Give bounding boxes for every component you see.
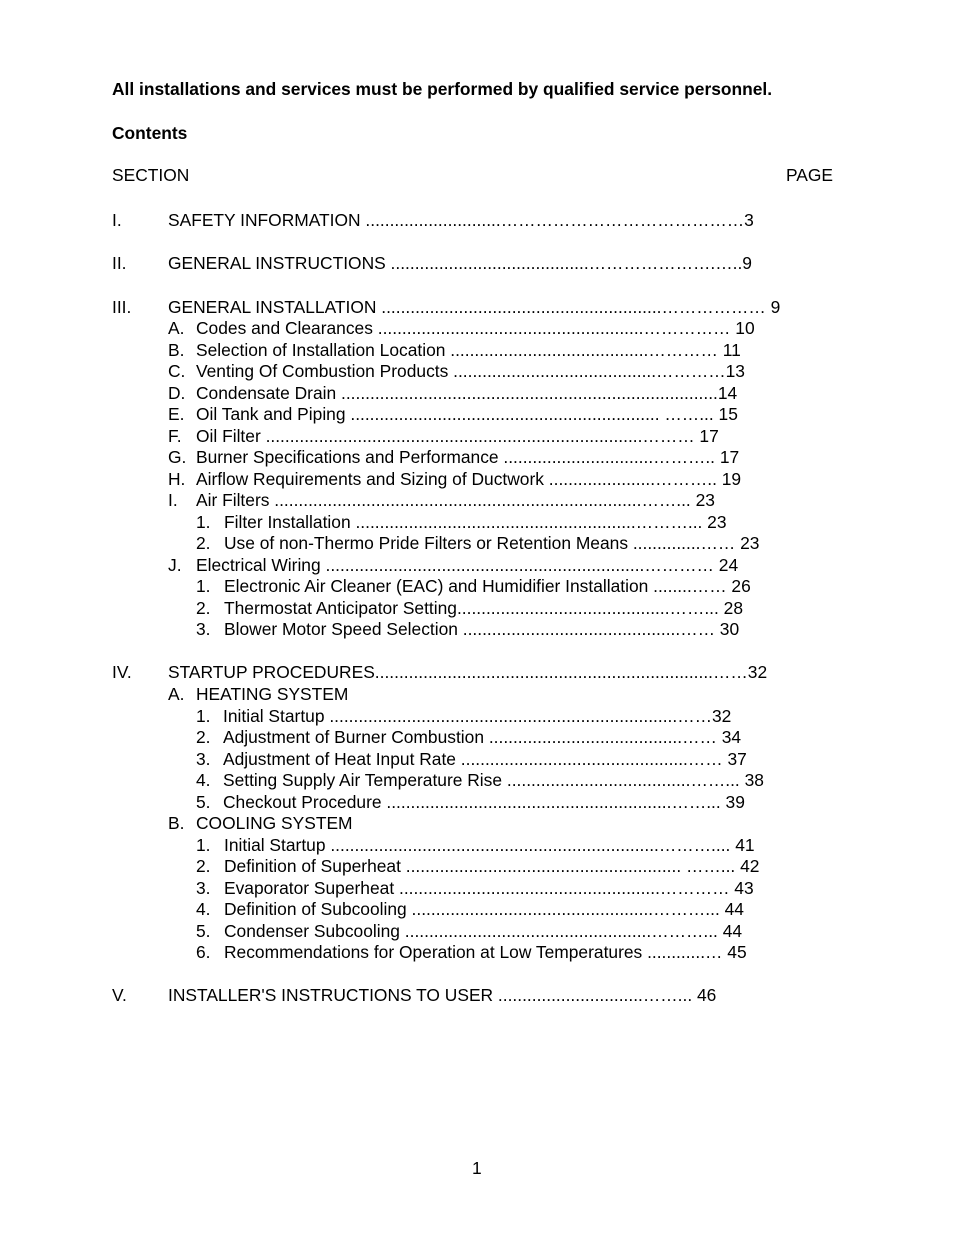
toc-entry[interactable]: [0, 706, 954, 726]
toc-entry-number: 2.: [196, 598, 211, 618]
toc-entry-title: Initial Startup ....................................................................……….... 41: [224, 835, 755, 855]
toc-entry[interactable]: [0, 878, 954, 898]
page-number: 1: [472, 1158, 482, 1178]
toc-entry[interactable]: [0, 835, 954, 855]
toc-entry-number: E.: [168, 404, 185, 424]
toc-entry-number: I.: [112, 210, 122, 230]
toc-entry-number: H.: [168, 469, 186, 489]
toc-entry-number: 6.: [196, 942, 211, 962]
toc-entry[interactable]: [0, 210, 954, 230]
toc-entry-title: Oil Tank and Piping ................................................................ ……... 15: [196, 404, 738, 424]
toc-entry-title: Burner Specifications and Performance ...............................……….. 17: [196, 447, 740, 467]
toc-entry-number: G.: [168, 447, 187, 467]
toc-entry-number: IV.: [112, 662, 132, 682]
toc-entry-title: Use of non-Thermo Pride Filters or Retention Means ..............…… 23: [224, 533, 760, 553]
toc-entry-number: B.: [168, 340, 185, 360]
toc-entry-title: Thermostat Anticipator Setting............................................……... 28: [224, 598, 744, 618]
toc-entry-number: 3.: [196, 619, 211, 639]
toc-entry[interactable]: [0, 297, 954, 317]
toc-entry-title: Blower Motor Speed Selection .............................................…… 30: [224, 619, 740, 639]
toc-entry-title: COOLING SYSTEM: [196, 813, 353, 833]
toc-entry-number: B.: [168, 813, 185, 833]
toc-entry[interactable]: [0, 404, 954, 424]
toc-entry-number: 1.: [196, 835, 211, 855]
page-column-label: PAGE: [786, 165, 834, 185]
toc-entry-title: Adjustment of Burner Combustion ........................................…… 34: [223, 727, 742, 747]
toc-entry-number: 1.: [196, 576, 211, 596]
toc-entry[interactable]: [0, 619, 954, 639]
toc-entry-number: II.: [112, 253, 127, 273]
toc-entry-number: 4.: [196, 899, 211, 919]
toc-entry-title: Oil Filter ..............................................................................……… 17: [196, 426, 719, 446]
toc-entry-number: 3.: [196, 749, 211, 769]
toc-entry[interactable]: [0, 662, 954, 682]
toc-entry-title: Setting Supply Air Temperature Rise ......................................……... 38: [223, 770, 764, 790]
toc-entry[interactable]: [0, 340, 954, 360]
toc-entry[interactable]: [0, 253, 954, 273]
toc-entry-number: 1.: [196, 706, 211, 726]
toc-entry-number: 5.: [196, 792, 211, 812]
toc-entry-title: Airflow Requirements and Sizing of Ductwork ......................……….. 19: [196, 469, 742, 489]
section-column-label: SECTION: [112, 165, 190, 185]
toc-entry[interactable]: [0, 490, 954, 510]
toc-entry[interactable]: [0, 555, 954, 575]
toc-entry-number: A.: [168, 318, 185, 338]
contents-heading: Contents: [112, 123, 188, 143]
toc-entry[interactable]: [0, 942, 954, 962]
toc-entry-title: GENERAL INSTALLATION ..........................................................……………… 9: [168, 297, 781, 317]
toc-entry-title: Electronic Air Cleaner (EAC) and Humidifier Installation ........…… 26: [224, 576, 751, 596]
toc-entry[interactable]: [0, 598, 954, 618]
toc-entry-number: D.: [168, 383, 186, 403]
toc-entry[interactable]: [0, 684, 954, 704]
toc-entry-title: Codes and Clearances .......................................................…………… 10: [196, 318, 755, 338]
toc-entry-title: Definition of Subcooling ..................................................………... 44: [224, 899, 744, 919]
toc-entry-number: I.: [168, 490, 178, 510]
toc-entry-number: C.: [168, 361, 186, 381]
toc-entry-title: Definition of Superheat ......................................................... ……... 42: [224, 856, 760, 876]
toc-entry[interactable]: [0, 770, 954, 790]
toc-entry[interactable]: [0, 792, 954, 812]
toc-entry-title: STARTUP PROCEDURES......................................................................……32: [168, 662, 768, 682]
toc-entry[interactable]: [0, 899, 954, 919]
toc-entry[interactable]: [0, 921, 954, 941]
toc-entry-title: GENERAL INSTRUCTIONS .........................................………………….…..9: [168, 253, 752, 273]
toc-entry-number: 3.: [196, 878, 211, 898]
toc-entry-title: Condensate Drain ..............................................................................14: [196, 383, 738, 403]
toc-entry-title: Venting Of Combustion Products ..........................................…………13: [196, 361, 745, 381]
toc-entry[interactable]: [0, 361, 954, 381]
safety-notice: All installations and services must be performed by qualified service personnel.: [112, 79, 773, 99]
toc-entry-number: 5.: [196, 921, 211, 941]
toc-entry-number: 4.: [196, 770, 211, 790]
toc-entry[interactable]: [0, 383, 954, 403]
toc-entry-title: Recommendations for Operation at Low Temperatures ............… 45: [224, 942, 747, 962]
toc-entry-title: Checkout Procedure ...........................................................……... 39: [223, 792, 745, 812]
toc-entry-number: 2.: [196, 856, 211, 876]
toc-entry-number: 1.: [196, 512, 211, 532]
toc-entry-number: 2.: [196, 727, 211, 747]
toc-entry-number: F.: [168, 426, 182, 446]
toc-entry[interactable]: [0, 813, 954, 833]
toc-entry-title: SAFETY INFORMATION ............................……………………………………3: [168, 210, 754, 230]
toc-entry-number: J.: [168, 555, 182, 575]
toc-entry-title: Filter Installation ..........................................................………... 23: [224, 512, 727, 532]
toc-entry-title: Initial Startup ........................................................................……32: [223, 706, 732, 726]
toc-entry-title: INSTALLER'S INSTRUCTIONS TO USER ..............................……... 46: [168, 985, 717, 1005]
toc-entry-title: Adjustment of Heat Input Rate ...............................................…… 37: [223, 749, 747, 769]
toc-entry[interactable]: [0, 447, 954, 467]
toc-entry-number: A.: [168, 684, 185, 704]
toc-entry[interactable]: [0, 576, 954, 596]
toc-entry-title: Evaporator Superheat ......................................................………… 43: [224, 878, 754, 898]
toc-entry-title: Air Filters ............................................................................……... 23: [196, 490, 715, 510]
toc-entry-title: Selection of Installation Location .........................................………… 11: [196, 340, 741, 360]
toc-entry[interactable]: [0, 749, 954, 769]
toc-entry-title: Condenser Subcooling ...................................................………... 44: [224, 921, 743, 941]
toc-entry[interactable]: [0, 318, 954, 338]
toc-entry[interactable]: [0, 533, 954, 553]
toc-entry-title: HEATING SYSTEM: [196, 684, 349, 704]
toc-entry-number: V.: [112, 985, 127, 1005]
toc-entry[interactable]: [0, 426, 954, 446]
toc-entry[interactable]: [0, 469, 954, 489]
toc-entry-number: III.: [112, 297, 132, 317]
toc-entry[interactable]: [0, 512, 954, 532]
toc-entry[interactable]: [0, 727, 954, 747]
toc-entry-number: 2.: [196, 533, 211, 553]
toc-entry[interactable]: [0, 856, 954, 876]
toc-entry[interactable]: [0, 985, 954, 1005]
toc-entry-title: Electrical Wiring ..................................................................………… 24: [196, 555, 739, 575]
